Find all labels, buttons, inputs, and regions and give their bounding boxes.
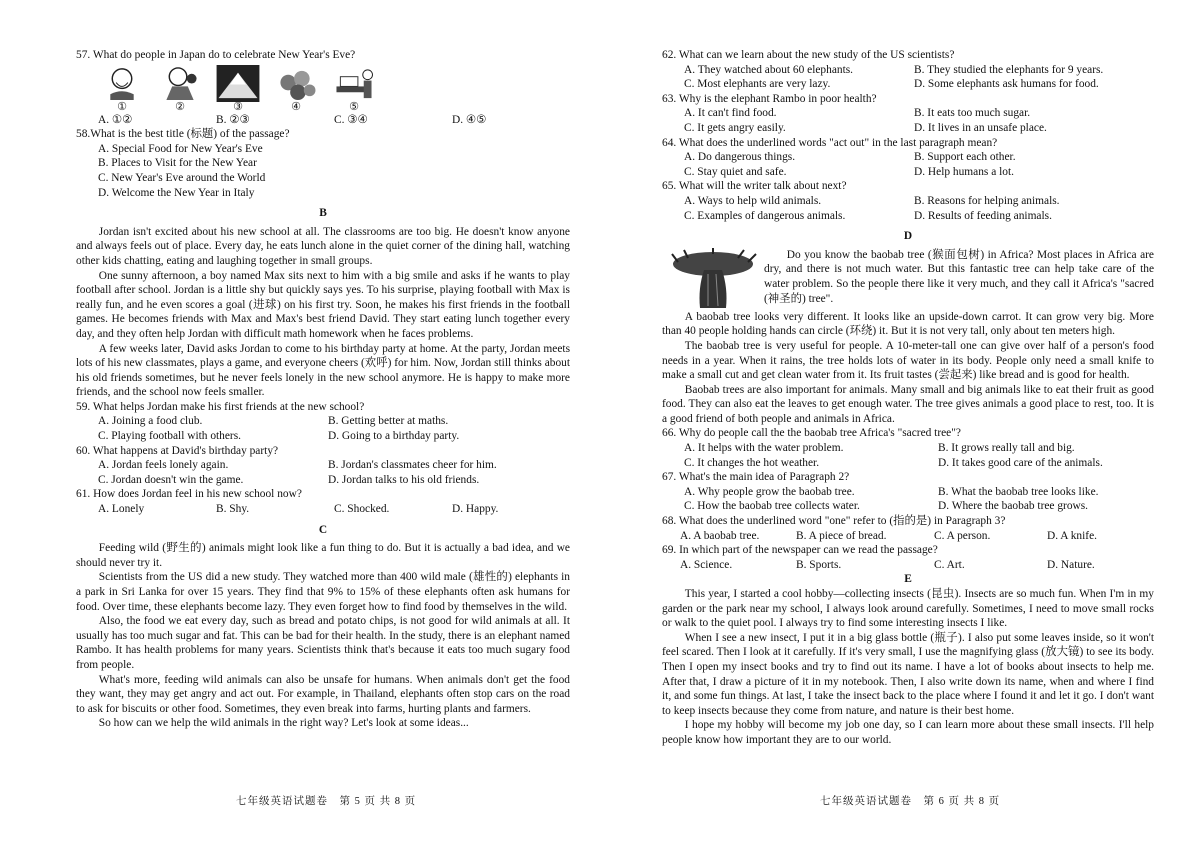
q68-options xyxy=(662,529,1154,544)
passage-e-para-3: I hope my hobby will become my job one day, so I can learn more about these small insects. I'll help people know how important they are to our world. xyxy=(662,719,1154,746)
q69-option-d[interactable]: D. Nature. xyxy=(1047,558,1095,571)
q57-option-b[interactable]: B. ②③ xyxy=(216,113,250,126)
q65-stem: 65. What will the writer talk about next? xyxy=(662,180,847,193)
section-d-heading: D xyxy=(903,230,913,243)
fruit-food-icon xyxy=(274,65,318,102)
q69-option-b[interactable]: B. Sports. xyxy=(796,558,842,571)
pic-3: ③ xyxy=(216,65,260,113)
q63-option-c[interactable]: C. It gets angry easily. xyxy=(684,121,786,134)
q57-option-c[interactable]: C. ③④ xyxy=(334,113,368,126)
passage-c-para-2: Scientists from the US did a new study. They watched more than 400 wild male (雄性的) elephants in a park in Sri Lanka for over 15 years. They find that 9% to 15% of these elephants often ask humans for food. Over time, these elephants become lazy. They even forget how to find food by themselves in the wild. xyxy=(76,571,570,613)
q66-options xyxy=(662,441,1154,470)
q61-option-c[interactable]: C. Shocked. xyxy=(334,503,390,516)
q68-stem: 68. What does the underlined word "one" refer to (指的是) in Paragraph 3? xyxy=(662,515,1006,528)
pic-2: ② xyxy=(158,65,202,113)
q57-stem: 57. What do people in Japan do to celebrate New Year's Eve? xyxy=(76,49,356,61)
baobab-tree-image xyxy=(668,248,758,310)
q66-option-d[interactable]: D. It takes good care of the animals. xyxy=(938,456,1103,469)
passage-e-para-2: When I see a new insect, I put it in a big glass bottle (瓶子). I also put some leaves inside, so it won't feel scared. Then I look at it carefully. If it's very small, I use the magnifying glass (放大镜) to see its body. Then I open my insect books and try to find out its name. I have a lot of books about insects to help me. After that, I draw a picture of it in my notebook. Then, I also write down its name, when and where I find it, and some fun things. At last, I take the insect back to the place where I found it and let it go. I don't want to keep insects because they come from nature, and nature is their best home. xyxy=(662,631,1154,717)
q68-option-b[interactable]: B. A piece of bread. xyxy=(796,529,887,542)
q62-option-a[interactable]: A. They watched about 60 elephants. xyxy=(684,63,854,76)
q57-options xyxy=(76,113,570,128)
eating-noodles-icon xyxy=(100,65,144,102)
q64-option-a[interactable]: A. Do dangerous things. xyxy=(684,151,796,164)
section-e-heading: E xyxy=(904,573,912,586)
q60-option-b[interactable]: B. Jordan's classmates cheer for him. xyxy=(328,459,497,472)
q58-option-d[interactable]: D. Welcome the New Year in Italy xyxy=(98,186,255,199)
q61-stem: 61. How does Jordan feel in his new school now? xyxy=(76,488,302,501)
pic-5: ⑤ xyxy=(332,65,376,113)
right-page xyxy=(662,48,1154,748)
q64-stem: 64. What does the underlined words "act out" in the last paragraph mean? xyxy=(662,136,998,149)
pic-4: ④ xyxy=(274,65,318,113)
q58-stem: 58.What is the best title (标题) of the passage? xyxy=(76,128,290,141)
pic-1: ① xyxy=(100,65,144,113)
passage-b-para-2: One sunny afternoon, a boy named Max sits next to him with a big smile and asks if he wants to play football after school. Jordan is a little shy but quickly says yes. To his surprise, playing football with Max is really fun, and he even scores a goal (进球) on his first try. Soon, he makes his first friends in the football games. He becomes friends with Max and Max's best friend David. They start eating lunch together every day, and they often help Jordan with difficult math homework when he faces problems. xyxy=(76,269,570,340)
q67-option-a[interactable]: A. Why people grow the baobab tree. xyxy=(684,485,855,498)
q67-option-c[interactable]: C. How the baobab tree collects water. xyxy=(684,500,860,513)
q62-option-c[interactable]: C. Most elephants are very lazy. xyxy=(684,78,831,91)
q64-option-c[interactable]: C. Stay quiet and safe. xyxy=(684,165,787,178)
q63-option-b[interactable]: B. It eats too much sugar. xyxy=(914,107,1031,120)
q57-option-d[interactable]: D. ④⑤ xyxy=(452,113,487,126)
left-page-footer: 七年级英语试题卷 第 5 页 共 8 页 xyxy=(236,796,417,807)
q65-option-a[interactable]: A. Ways to help wild animals. xyxy=(684,194,822,207)
q58-option-a[interactable]: A. Special Food for New Year's Eve xyxy=(98,142,263,155)
q65-option-d[interactable]: D. Results of feeding animals. xyxy=(914,209,1052,222)
mountain-sunrise-icon xyxy=(216,65,260,102)
q68-option-d[interactable]: D. A knife. xyxy=(1047,529,1097,542)
passage-d-para-4: Baobab trees are also important for animals. Many small and big animals like to eat their fruit as good food. They can also eat the leaves to get enough water. The tree gives animals a good place to rest, too. It is a good friend of both people and animals in Africa. xyxy=(662,383,1154,425)
q67-option-b[interactable]: B. What the baobab tree looks like. xyxy=(938,485,1099,498)
q65-options xyxy=(662,194,1154,223)
q60-stem: 60. What happens at David's birthday party? xyxy=(76,444,279,457)
passage-c-para-3: Also, the food we eat every day, such as bread and potato chips, is not good for wild animals at all. It usually has too much sugar and fat. This can be bad for their health. In the study, there is an elephant named Rambo. It has health problems for many years. Scientists think that's because it eats too much sugary food from people. xyxy=(76,615,570,671)
q67-options xyxy=(662,485,1154,514)
left-page xyxy=(76,48,570,731)
q64-option-d[interactable]: D. Help humans a lot. xyxy=(914,165,1014,178)
q61-options xyxy=(76,502,570,517)
passage-c-para-4: What's more, feeding wild animals can also be unsafe for humans. When animals don't get the food they want, they may get angry and act out. For example, in Thailand, elephants often stop cars on the road to ask for biscuits or other food. Sometimes, they even break into farms, hurting plants and farmers. xyxy=(76,673,570,715)
q58-option-c[interactable]: C. New Year's Eve around the World xyxy=(98,171,266,184)
q59-option-b[interactable]: B. Getting better at maths. xyxy=(328,415,449,428)
q65-option-c[interactable]: C. Examples of dangerous animals. xyxy=(684,209,846,222)
q67-stem: 67. What's the main idea of Paragraph 2? xyxy=(662,471,850,484)
q61-option-b[interactable]: B. Shy. xyxy=(216,503,250,516)
q60-option-c[interactable]: C. Jordan doesn't win the game. xyxy=(98,473,244,486)
q66-option-a[interactable]: A. It helps with the water problem. xyxy=(684,442,844,455)
q68-option-a[interactable]: A. A baobab tree. xyxy=(680,529,760,542)
q61-option-a[interactable]: A. Lonely xyxy=(98,503,145,516)
q59-option-d[interactable]: D. Going to a birthday party. xyxy=(328,430,460,443)
passage-d-para-3: The baobab tree is very useful for people. A 10-meter-tall one can give over half of a person's food needs in a year. When it rains, the tree holds lots of water in its body. People only need a small knife to make a small cut and get clean water from it. Its fruit tastes (尝起来) like bread and is good for health. xyxy=(662,339,1154,382)
q63-option-a[interactable]: A. It can't find food. xyxy=(684,107,777,120)
passage-d-para-1: Do you know the baobab tree (猴面包树) in Africa? Most places in Africa are dry, and there is not much water. But this fantastic tree can help take care of the water problem. So the people there like it very much, and they call it Africa's "sacred (神圣的) tree". xyxy=(764,248,1154,305)
q62-stem: 62. What can we learn about the new study of the US scientists? xyxy=(662,49,955,61)
q63-stem: 63. Why is the elephant Rambo in poor health? xyxy=(662,92,877,105)
family-dinner-icon xyxy=(332,65,376,102)
baobab-tree-icon xyxy=(668,248,758,310)
section-b-heading: B xyxy=(319,207,327,220)
passage-c-para-5: So how can we help the wild animals in the right way? Let's look at some ideas... xyxy=(98,717,469,730)
q69-option-a[interactable]: A. Science. xyxy=(680,558,733,571)
q66-option-c[interactable]: C. It changes the hot weather. xyxy=(684,456,820,469)
q62-options xyxy=(662,63,1154,92)
q60-option-a[interactable]: A. Jordan feels lonely again. xyxy=(98,459,229,472)
q58-option-b[interactable]: B. Places to Visit for the New Year xyxy=(98,157,257,170)
q67-option-d[interactable]: D. Where the baobab tree grows. xyxy=(938,500,1089,513)
q61-option-d[interactable]: D. Happy. xyxy=(452,503,499,516)
q65-option-b[interactable]: B. Reasons for helping animals. xyxy=(914,194,1060,207)
q66-option-b[interactable]: B. It grows really tall and big. xyxy=(938,442,1075,455)
q69-stem: 69. In which part of the newspaper can we read the passage? xyxy=(662,544,938,557)
q60-option-d[interactable]: D. Jordan talks to his old friends. xyxy=(328,473,480,486)
q62-option-b[interactable]: B. They studied the elephants for 9 years. xyxy=(914,63,1104,76)
passage-b-para-3: A few weeks later, David asks Jordan to come to his birthday party at home. At the party, Jordan meets lots of his new classmates, plays a game, and everyone cheers (欢呼) for him. Now, Jordan still thinks about his old friends sometimes, but he never feels lonely in the new school anymore. He is happy to make more friends, and the school now feels smaller. xyxy=(76,342,571,399)
passage-d-para-2: A baobab tree looks very different. It looks like an upside-down carrot. It can grow very big. More than 40 people holding hands can circle (环绕) it. But it is not very tall, only about ten meters high. xyxy=(662,310,1154,338)
passage-e-para-1: This year, I started a cool hobby—collecting insects (昆虫). Insects are so much fun. When I'm in my garden or the park near my school, I always look around carefully. Sometimes, I need to move small rocks or walk to the quiet pool. I always try to find some interesting insects I like. xyxy=(662,588,1154,630)
q64-option-b[interactable]: B. Support each other. xyxy=(914,151,1016,164)
passage-c-para-1: Feeding wild (野生的) animals might look like a fun thing to do. But it is actually a bad idea, and we should never try it. xyxy=(76,542,570,569)
q69-options xyxy=(662,558,1154,573)
q59-option-c[interactable]: C. Playing football with others. xyxy=(98,430,242,443)
q60-options xyxy=(76,458,570,487)
q59-options xyxy=(76,414,570,443)
q63-options xyxy=(662,106,1154,135)
q58-options xyxy=(76,142,570,200)
q57-pictures xyxy=(100,65,570,113)
q68-option-c[interactable]: C. A person. xyxy=(934,529,991,542)
q59-option-a[interactable]: A. Joining a food club. xyxy=(98,415,203,428)
q66-stem: 66. Why do people call the the baobab tree Africa's "sacred tree"? xyxy=(662,427,961,440)
section-c-heading: C xyxy=(318,523,328,536)
q59-stem: 59. What helps Jordan make his first friends at the new school? xyxy=(76,400,365,413)
right-page-footer: 七年级英语试题卷 第 6 页 共 8 页 xyxy=(820,796,1001,807)
q57-option-a[interactable]: A. ①② xyxy=(98,113,133,126)
q64-options xyxy=(662,150,1154,179)
q63-option-d[interactable]: D. It lives in an unsafe place. xyxy=(914,121,1047,134)
q62-option-d[interactable]: D. Some elephants ask humans for food. xyxy=(914,78,1099,91)
bell-ringing-icon xyxy=(158,65,202,102)
q69-option-c[interactable]: C. Art. xyxy=(934,558,965,571)
passage-b-para-1: Jordan isn't excited about his new school at all. The classrooms are too big. He doesn't know anyone and always feels out of place. Every day, he eats lunch alone in the quiet corner of the dining hall, watching other kids chatting, eating and laughing together in small groups. xyxy=(76,225,570,267)
